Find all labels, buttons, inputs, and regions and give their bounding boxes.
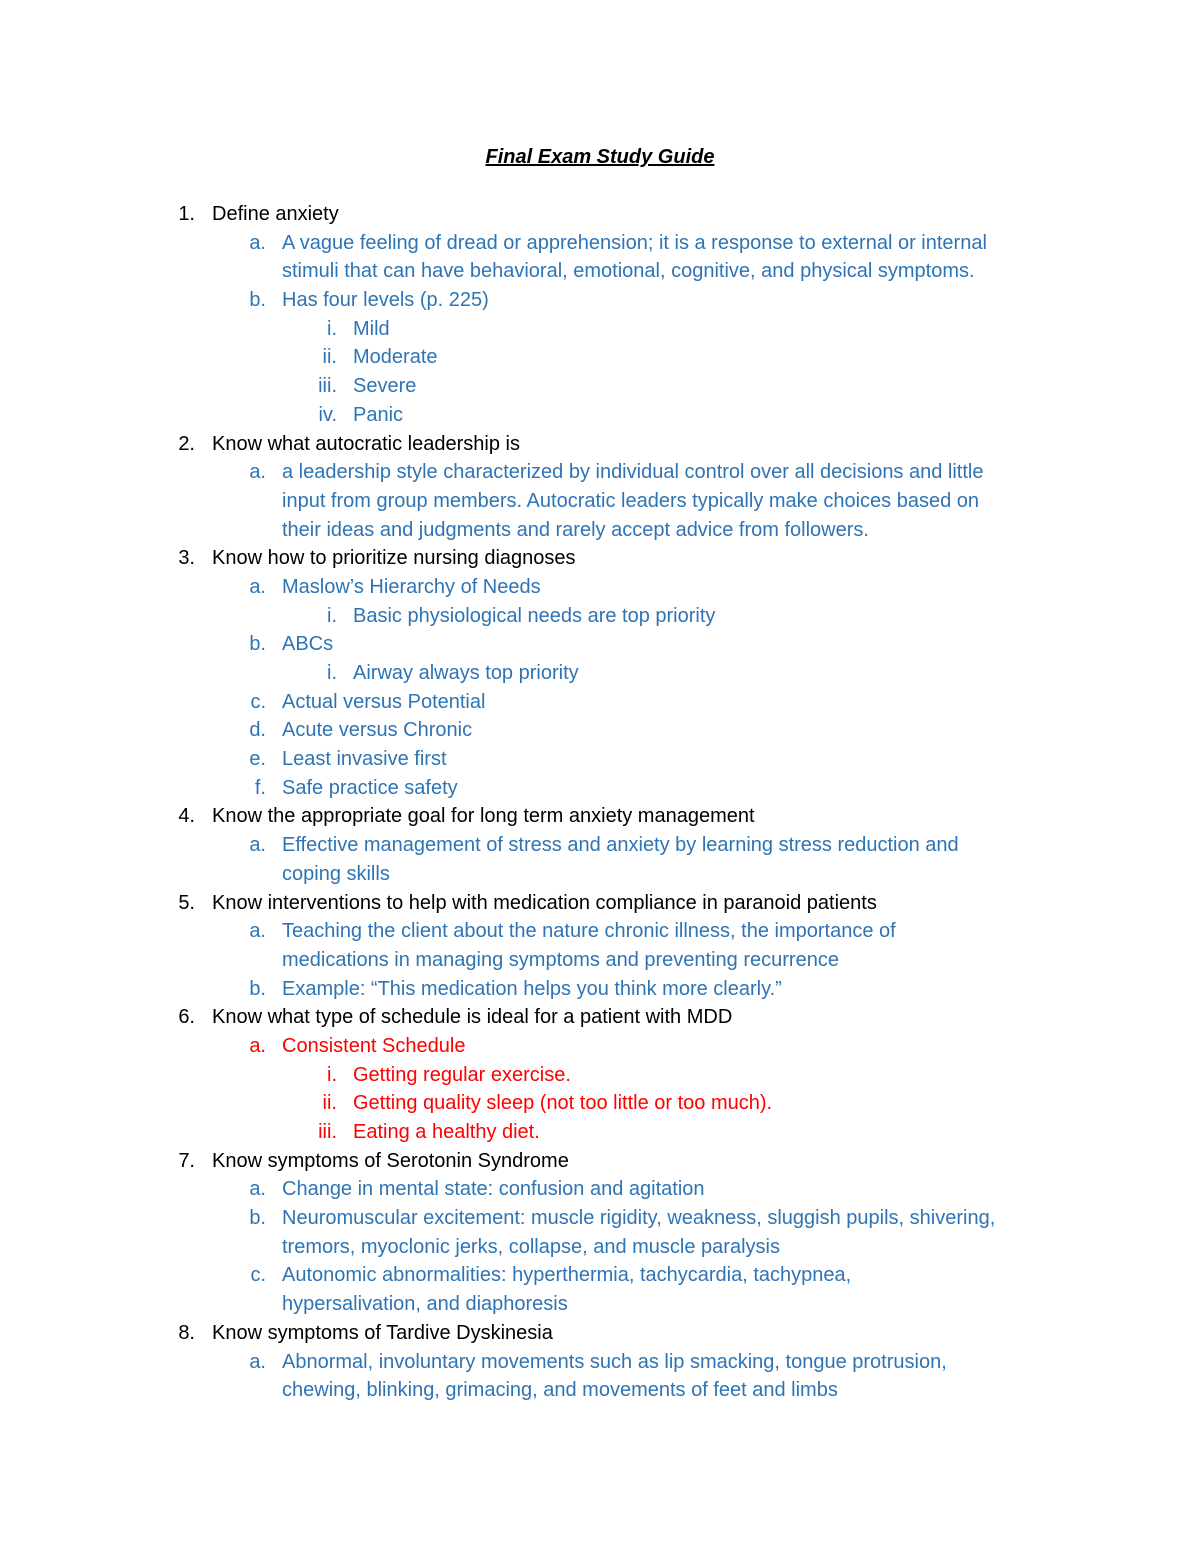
answer-item	[0, 1204, 1200, 1233]
question-item	[0, 430, 1200, 459]
list-marker: 4.	[178, 805, 195, 828]
document-title: Final Exam Study Guide	[485, 146, 715, 168]
answer-item	[0, 688, 1200, 717]
list-marker: e.	[249, 748, 266, 771]
answer-item	[0, 745, 1200, 774]
list-marker: a.	[249, 231, 266, 254]
list-marker: iii.	[318, 375, 337, 398]
list-text: Basic physiological needs are top priority	[353, 604, 716, 627]
question-item	[0, 889, 1200, 918]
answer-item	[0, 487, 1200, 516]
list-text: Know symptoms of Tardive Dyskinesia	[212, 1321, 553, 1344]
list-marker: iii.	[318, 1121, 337, 1143]
answer-item	[0, 458, 1200, 487]
list-text: Safe practice safety	[282, 776, 458, 799]
answer-item	[0, 946, 1200, 975]
sub-answer-item	[0, 401, 1200, 430]
list-text: Define anxiety	[212, 203, 339, 225]
list-text: Know how to prioritize nursing diagnoses	[212, 547, 576, 570]
answer-item	[0, 1261, 1200, 1290]
list-text: Severe	[353, 375, 417, 398]
answer-item	[0, 1032, 1200, 1061]
list-marker: b.	[249, 289, 266, 312]
list-text: Getting quality sleep (not too little or too much).	[353, 1092, 773, 1115]
list-text: Change in mental state: confusion and agitation	[282, 1178, 705, 1201]
question-item	[0, 802, 1200, 831]
list-marker: 7.	[178, 1149, 195, 1172]
list-text: Getting regular exercise.	[353, 1063, 571, 1086]
answer-item	[0, 1376, 1200, 1405]
list-marker: 2.	[178, 432, 195, 455]
list-marker: d.	[249, 719, 266, 742]
list-marker: a.	[249, 920, 266, 943]
question-item	[0, 1147, 1200, 1176]
list-marker: 1.	[178, 203, 195, 225]
list-marker: a.	[249, 1350, 266, 1373]
answer-item	[0, 716, 1200, 745]
list-text: Autonomic abnormalities: hyperthermia, tachycardia, tachypnea,	[282, 1264, 852, 1287]
list-marker: a.	[249, 575, 266, 598]
answer-item	[0, 573, 1200, 602]
list-marker: ii.	[322, 1092, 337, 1115]
sub-answer-item	[0, 1061, 1200, 1090]
answer-item	[0, 257, 1200, 286]
answer-item	[0, 1233, 1200, 1262]
list-text: Know the appropriate goal for long term anxiety management	[212, 805, 755, 828]
list-marker: 6.	[178, 1006, 195, 1029]
answer-item	[0, 831, 1200, 860]
list-text: Know what type of schedule is ideal for a patient with MDD	[212, 1006, 733, 1029]
list-marker: i.	[327, 317, 337, 340]
list-text: stimuli that can have behavioral, emotional, cognitive, and physical symptoms.	[282, 260, 975, 283]
sub-answer-item	[0, 602, 1200, 631]
list-marker: a.	[249, 1178, 266, 1201]
list-marker: b.	[249, 633, 266, 656]
list-text: Acute versus Chronic	[282, 719, 473, 742]
list-text: medications in managing symptoms and preventing recurrence	[282, 948, 839, 971]
sub-answer-item	[0, 372, 1200, 401]
list-text: Consistent Schedule	[282, 1034, 466, 1057]
list-marker: i.	[327, 662, 337, 684]
answer-item	[0, 1175, 1200, 1204]
list-marker: i.	[327, 604, 337, 627]
list-marker: b.	[249, 977, 266, 1000]
list-text: Airway always top priority	[353, 662, 579, 684]
list-text: Abnormal, involuntary movements such as lip smacking, tongue protrusion,	[282, 1350, 947, 1373]
list-text: Mild	[353, 317, 390, 340]
list-text: input from group members. Autocratic leaders typically make choices based on	[282, 489, 980, 512]
list-text: Know interventions to help with medication compliance in paranoid patients	[212, 891, 877, 914]
question-item	[0, 200, 1200, 229]
list-marker: c.	[250, 1264, 266, 1287]
list-marker: 5.	[178, 891, 195, 914]
sub-answer-item	[0, 315, 1200, 344]
list-text: Teaching the client about the nature chronic illness, the importance of	[282, 920, 896, 943]
answer-item	[0, 975, 1200, 1004]
list-text: Has four levels (p. 225)	[282, 289, 489, 312]
list-text: Moderate	[353, 346, 438, 369]
answer-item	[0, 516, 1200, 545]
list-text: hypersalivation, and diaphoresis	[282, 1293, 568, 1316]
list-text: Panic	[353, 403, 404, 426]
list-text: ABCs	[282, 633, 334, 656]
answer-item	[0, 630, 1200, 659]
list-text: Know symptoms of Serotonin Syndrome	[212, 1149, 569, 1172]
list-text: Eating a healthy diet.	[353, 1121, 540, 1143]
sub-answer-item	[0, 343, 1200, 372]
list-marker: f.	[254, 776, 266, 799]
list-marker: a.	[249, 461, 266, 484]
sub-answer-item	[0, 659, 1200, 688]
list-marker: iv.	[318, 403, 337, 426]
question-item	[0, 544, 1200, 573]
list-marker: b.	[249, 1207, 266, 1230]
list-marker: 3.	[178, 547, 195, 570]
list-text: a leadership style characterized by individual control over all decisions and little	[282, 461, 984, 484]
list-text: Least invasive first	[282, 748, 447, 771]
answer-item	[0, 774, 1200, 803]
list-marker: i.	[327, 1063, 337, 1086]
question-item	[0, 1319, 1200, 1348]
study-guide-list	[0, 200, 1200, 1405]
answer-item	[0, 1290, 1200, 1319]
answer-item	[0, 286, 1200, 315]
list-text: A vague feeling of dread or apprehension; it is a response to external or internal	[282, 231, 987, 254]
answer-item	[0, 1348, 1200, 1377]
list-text: Actual versus Potential	[282, 690, 486, 713]
list-text: Example: “This medication helps you think more clearly.”	[282, 977, 782, 1000]
list-text: coping skills	[282, 862, 390, 885]
list-marker: c.	[250, 690, 266, 713]
list-text: chewing, blinking, grimacing, and movements of feet and limbs	[282, 1379, 838, 1402]
list-text: Neuromuscular excitement: muscle rigidity, weakness, sluggish pupils, shivering,	[282, 1207, 996, 1230]
list-text: tremors, myoclonic jerks, collapse, and muscle paralysis	[282, 1235, 780, 1258]
list-text: Maslow’s Hierarchy of Needs	[282, 575, 541, 598]
sub-answer-item	[0, 1089, 1200, 1118]
answer-item	[0, 229, 1200, 258]
list-text: Know what autocratic leadership is	[212, 432, 520, 455]
question-item	[0, 1003, 1200, 1032]
answer-item	[0, 860, 1200, 889]
list-text: their ideas and judgments and rarely accept advice from followers.	[282, 518, 869, 541]
list-marker: ii.	[322, 346, 337, 369]
list-marker: a.	[249, 1034, 266, 1057]
sub-answer-item	[0, 1118, 1200, 1147]
list-marker: a.	[249, 834, 266, 857]
list-text: Effective management of stress and anxiety by learning stress reduction and	[282, 834, 959, 857]
list-marker: 8.	[178, 1321, 195, 1344]
answer-item	[0, 917, 1200, 946]
